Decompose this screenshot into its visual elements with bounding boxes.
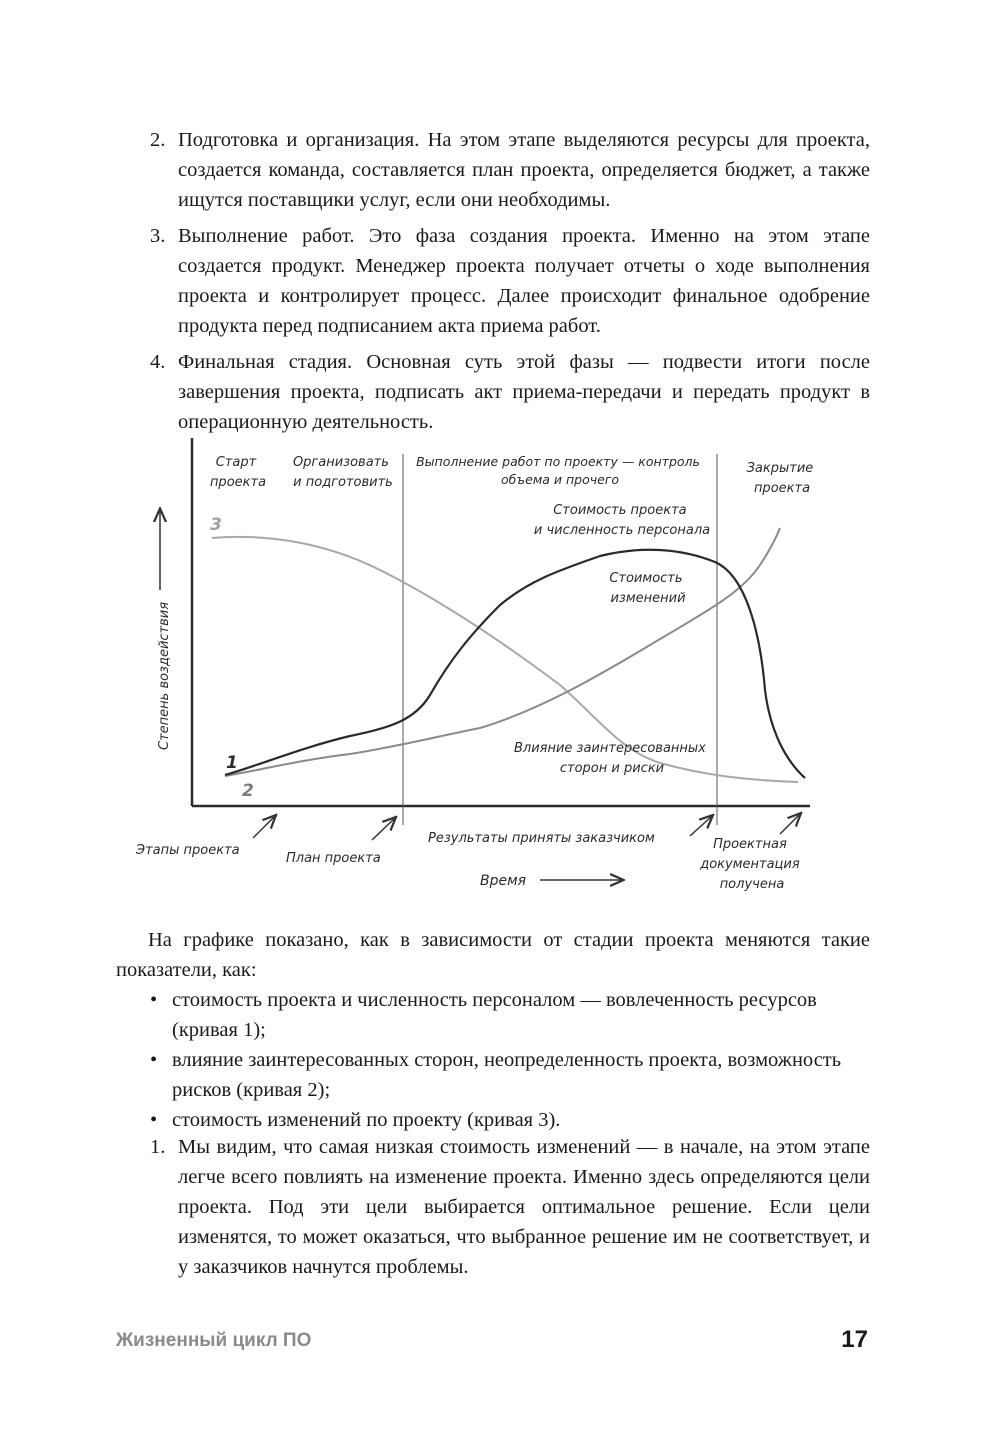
y-axis-label: Степень воздействия <box>157 601 172 750</box>
stakeholders-label: Влияние заинтересованных сторон и риски <box>513 741 706 776</box>
curve-3-number: 3 <box>210 515 222 535</box>
bullet-dot: • <box>150 989 158 1011</box>
milestone-stages-label: Этапы проекта <box>136 843 240 858</box>
curve-2 <box>225 528 780 776</box>
bullet-dot: • <box>150 1049 158 1071</box>
running-footer-title: Жизненный цикл ПО <box>116 1330 312 1351</box>
list-item-number: 2. <box>150 129 166 151</box>
bullet-dot: • <box>150 1109 158 1131</box>
list-item <box>150 125 870 215</box>
numbered-list-top <box>150 125 870 437</box>
bullet-text: стоимость изменений по проекту (кривая 3). <box>172 1109 561 1131</box>
page-number: 17 <box>841 1326 868 1353</box>
list-item <box>150 347 870 437</box>
x-axis-label: Время <box>480 873 527 889</box>
phase-execute-label: Выполнение работ по проекту — контроль объема и прочего <box>416 454 700 487</box>
milestone-plan-label: План проекта <box>286 851 381 866</box>
bullet-list <box>150 985 870 1135</box>
list-item-text: Выполнение работ. Это фаза создания проекта. Именно на этом этапе создается продукт. Менеджер проекта получает отчеты о ходе выполнения проекта и контролирует процесс. Далее происходит финальное одобрение продукта перед подписанием акта приема работ. <box>178 225 870 337</box>
list-item-number: 1. <box>150 1136 166 1158</box>
milestone-results-label: Результаты приняты заказчиком <box>428 831 655 846</box>
body-paragraph: На графике показано, как в зависимости от стадии проекта меняются такие показатели, как: <box>116 929 870 981</box>
list-item-number: 4. <box>150 351 166 373</box>
phase-close-label: Закрытие проекта <box>746 461 814 496</box>
milestone-arrow <box>780 814 800 834</box>
change-cost-label: Стоимость изменений <box>609 571 686 606</box>
phase-start-label: Старт проекта <box>209 455 267 490</box>
phase-organize-label: Организовать и подготовить <box>292 455 393 490</box>
list-item-text: Мы видим, что самая низкая стоимость изменений — в начале, на этом этапе легче всего повлиять на изменение проекта. Именно здесь определяются цели проекта. Под эти цели выбирается оптимальное решение. Если цели изменятся, то может оказаться, что выбранное решение им не соответствует, и у заказчиков начнутся проблемы. <box>178 1136 870 1278</box>
bullet-item <box>150 1045 870 1105</box>
list-item <box>150 1132 870 1282</box>
list-item-text: Финальная стадия. Основная суть этой фазы — подвести итоги после завершения проекта, подписать акт приема-передачи и передать продукт в операционную деятельность. <box>178 351 870 433</box>
bullet-item <box>150 985 870 1045</box>
list-item-number: 3. <box>150 225 166 247</box>
milestone-arrow <box>690 816 712 836</box>
milestone-docs-label: Проектная документация получена <box>700 837 800 892</box>
list-item-text: Подготовка и организация. На этом этапе выделяются ресурсы для проекта, создается команда, составляется план проекта, определяется бюджет, а также ищутся поставщики услуг, если они необходимы. <box>178 129 870 211</box>
bullet-item <box>150 1105 870 1135</box>
cost-staff-label: Стоимость проекта и численность персонала <box>533 503 711 538</box>
numbered-list-bottom <box>150 1132 870 1282</box>
milestone-arrow <box>372 818 395 840</box>
project-lifecycle-diagram <box>0 430 986 900</box>
list-item <box>150 221 870 341</box>
bullet-text: влияние заинтересованных сторон, неопределенность проекта, возможность рисков (кривая 2); <box>172 1049 842 1101</box>
curve-3 <box>212 537 798 782</box>
milestone-arrow <box>253 816 275 838</box>
bullet-text: стоимость проекта и численность персоналом — вовлеченность ресурсов (кривая 1); <box>172 989 817 1041</box>
curve-1-number: 1 <box>226 753 238 773</box>
curve-2-number: 2 <box>242 781 254 801</box>
